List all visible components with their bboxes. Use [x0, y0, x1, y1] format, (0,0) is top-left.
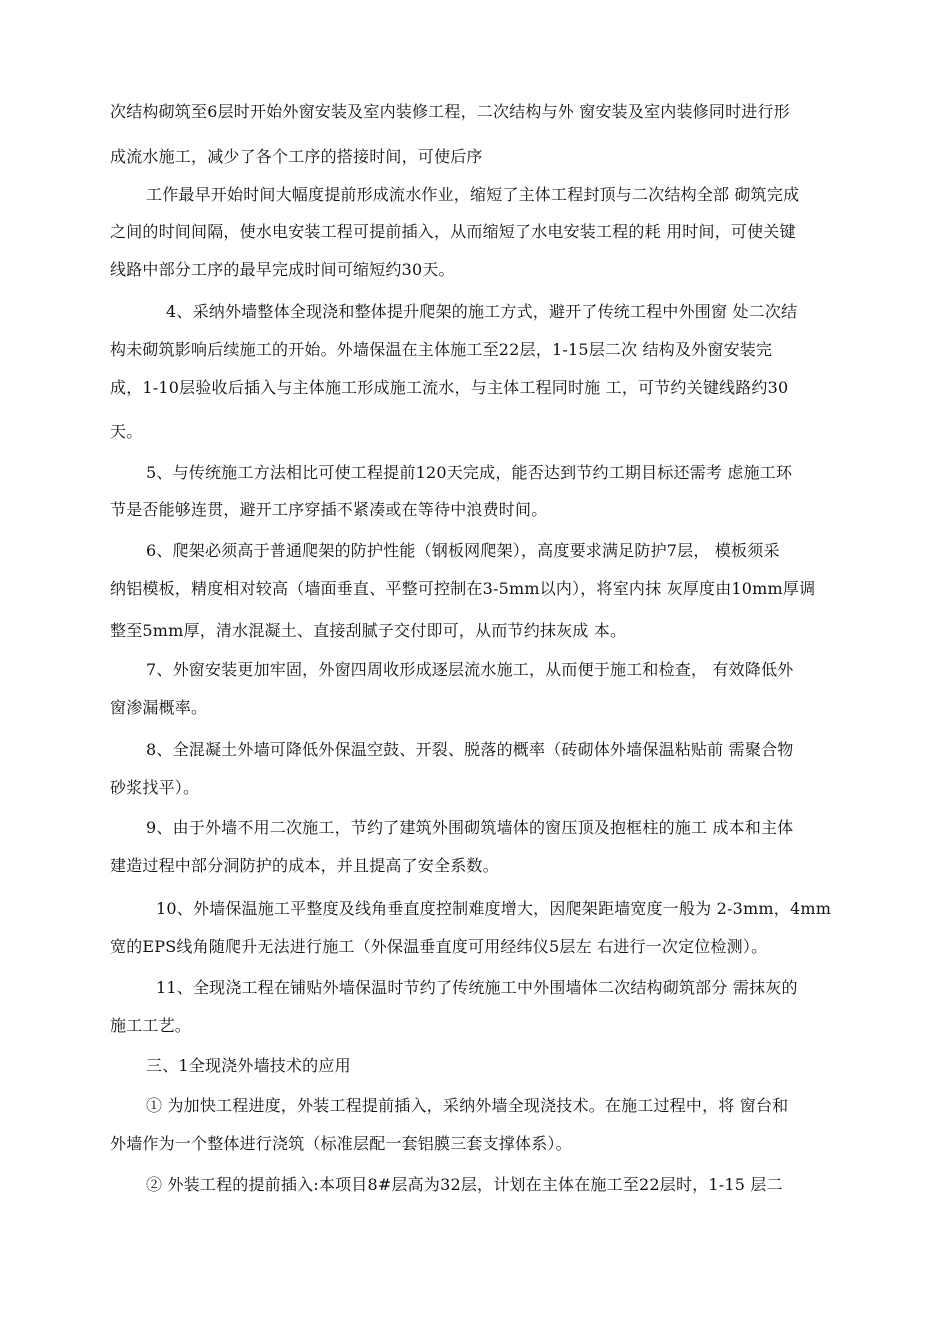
text-line: ② 外装工程的提前插入:本项目8#层高为32层，计划在主体在施工至22层时，1-15 层二	[146, 1175, 783, 1194]
text-line: 天。	[110, 422, 143, 441]
text-line: 成流水施工，减少了各个工序的搭接时间，可使后序	[110, 147, 483, 166]
text-line: 砂浆找平）。	[110, 778, 200, 797]
text-line: 10、外墙保温施工平整度及线角垂直度控制难度增大，因爬架距墙宽度一般为 2-3mm，4mm	[156, 899, 832, 918]
text-line: 8、全混凝土外墙可降低外保温空鼓、开裂、脱落的概率（砖砌体外墙保温粘贴前 需聚合物	[146, 740, 794, 759]
text-line: 构未砌筑影响后续施工的开始。外墙保温在主体施工至22层，1-15层二次 结构及外窗安装完	[110, 340, 773, 359]
text-line: ① 为加快工程进度，外装工程提前插入，采纳外墙全现浇技术。在施工过程中，将 窗台和	[146, 1096, 789, 1115]
text-line: 11、全现浇工程在铺贴外墙保温时节约了传统施工中外围墙体二次结构砌筑部分 需抹灰的	[156, 978, 798, 997]
text-line: 之间的时间间隔，使水电安装工程可提前插入，从而缩短了水电安装工程的耗 用时间，可使关键	[110, 222, 796, 241]
text-line: 成，1-10层验收后插入与主体施工形成施工流水，与主体工程同时施 工，可节约关键线路约30	[110, 378, 789, 397]
text-line: 9、由于外墙不用二次施工，节约了建筑外围砌筑墙体的窗压顶及抱框柱的施工 成本和主体	[146, 818, 794, 837]
text-line: 窗渗漏概率。	[110, 698, 208, 717]
text-line: 节是否能够连贯，避开工序穿插不紧凑或在等待中浪费时间。	[110, 500, 548, 519]
text-line: 施工工艺。	[110, 1016, 192, 1035]
text-line: 工作最早开始时间大幅度提前形成流水作业，缩短了主体工程封顶与二次结构全部 砌筑完成	[146, 185, 800, 204]
text-line: 纳铝模板，精度相对较高（墙面垂直、平整可控制在3-5mm以内），将室内抹 灰厚度由10mm厚调	[110, 579, 816, 598]
text-line: 建造过程中部分洞防护的成本，并且提高了安全系数。	[110, 856, 499, 875]
text-line: 次结构砌筑至6层时开始外窗安装及室内装修工程，二次结构与外 窗安装及室内装修同时进行形	[110, 102, 790, 121]
text-line: 外墙作为一个整体进行浇筑（标准层配一套铝膜三套支撑体系）。	[110, 1134, 572, 1153]
text-line: 6、爬架必须高于普通爬架的防护性能（钢板网爬架），高度要求满足防护7层， 模板须采	[146, 541, 780, 560]
text-line: 7、外窗安装更加牢固，外窗四周收形成逐层流水施工，从而便于施工和检查， 有效降低外	[146, 660, 794, 679]
section-heading: 三、1全现浇外墙技术的应用	[146, 1056, 351, 1075]
text-line: 整至5mm厚，清水混凝土、直接刮腻子交付即可，从而节约抹灰成 本。	[110, 621, 627, 640]
text-line: 宽的EPS线角随爬升无法进行施工（外保温垂直度可用经纬仪5层左 右进行一次定位检测）。	[110, 937, 768, 956]
text-line: 4、采纳外墙整体全现浇和整体提升爬架的施工方式，避开了传统工程中外围窗 处二次结	[166, 302, 798, 321]
text-line: 线路中部分工序的最早完成时间可缩短约30天。	[110, 260, 455, 279]
text-line: 5、与传统施工方法相比可使工程提前120天完成，能否达到节约工期目标还需考 虑施工环	[146, 463, 793, 482]
